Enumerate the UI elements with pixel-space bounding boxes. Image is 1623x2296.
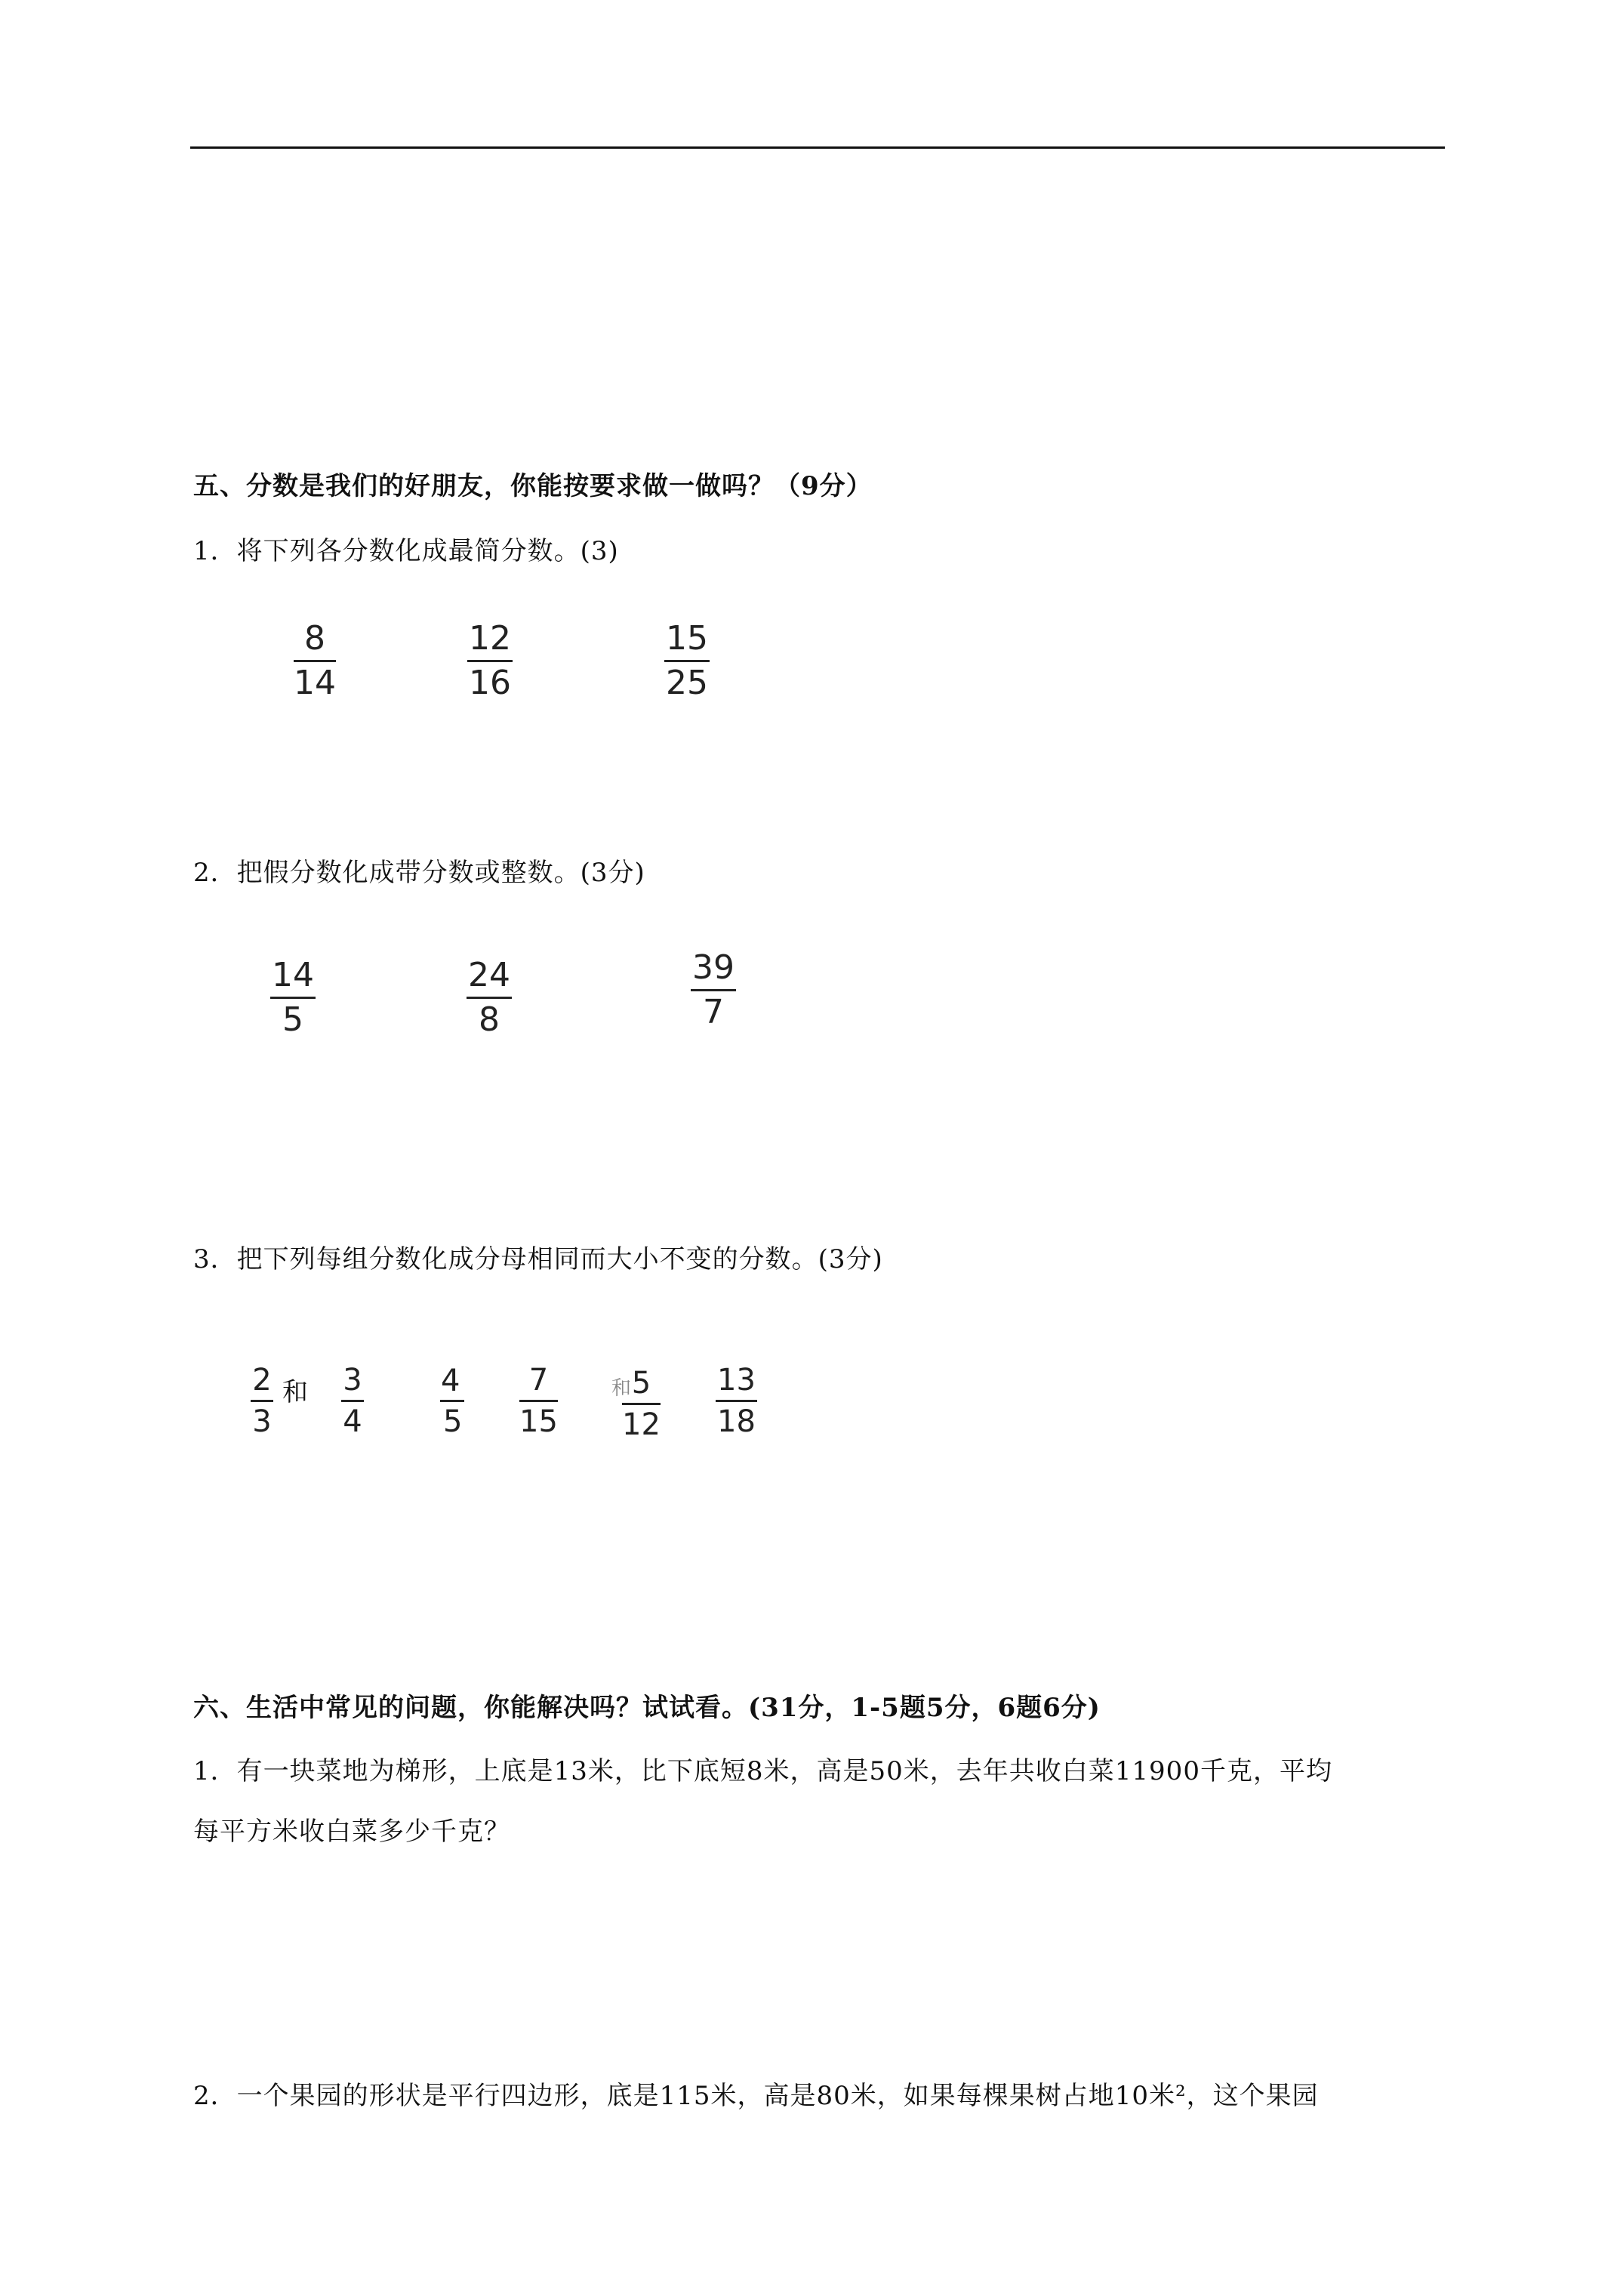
fraction-8-14 [294, 621, 336, 701]
fraction-bar [440, 1400, 464, 1402]
question-6-1-line-2: 每平方米收白菜多少千克？ [193, 1817, 510, 1847]
connector-and: 和 [282, 1377, 308, 1407]
question-6-2-line-1: 2．一个果园的形状是平行四边形，底是115米，高是80米，如果每棵果树占地10米²，这个果园 [193, 2081, 1319, 2111]
question-5-3: 3．把下列每组分数化成分母相同而大小不变的分数。(3分) [193, 1244, 883, 1274]
section-5-heading: 五、分数是我们的好朋友，你能按要求做一做吗？（9分） [193, 471, 873, 501]
denominator: 25 [666, 664, 708, 702]
numerator: 39 [692, 948, 735, 987]
fraction-12-16 [467, 621, 513, 701]
fraction-2-3 [251, 1364, 273, 1438]
fraction-13-18 [716, 1364, 757, 1438]
numerator: 13 [717, 1363, 756, 1398]
question-5-1: 1．将下列各分数化成最简分数。(3) [193, 536, 619, 566]
fraction-39-7 [691, 950, 736, 1031]
denominator-5: 5 [443, 1404, 463, 1439]
header-rule [190, 146, 1445, 149]
numerator: 14 [272, 956, 314, 994]
fraction-15-25 [664, 621, 710, 701]
numerator: 8 [304, 619, 325, 658]
denominator: 4 [343, 1404, 362, 1439]
fraction-7-15 [519, 1364, 558, 1438]
cropped-connector: 和 [611, 1377, 632, 1400]
denominator: 14 [294, 664, 336, 702]
numerator: 12 [469, 619, 511, 658]
fraction-5-12 [622, 1367, 661, 1441]
numerator: 7 [528, 1363, 549, 1398]
numerator: 15 [666, 619, 708, 658]
cropped-numerator-4: 4 [441, 1364, 460, 1398]
fraction-3-4 [341, 1364, 364, 1438]
question-6-1-line-1: 1．有一块菜地为梯形，上底是13米，比下底短8米，高是50米，去年共收白菜11900千克，平均 [193, 1756, 1332, 1786]
numerator: 2 [252, 1363, 272, 1398]
denominator: 5 [282, 1000, 303, 1039]
denominator: 8 [479, 1000, 500, 1039]
numerator: 5 [631, 1366, 651, 1401]
denominator: 18 [717, 1404, 756, 1439]
numerator: 3 [343, 1363, 362, 1398]
numerator: 24 [468, 956, 510, 994]
fraction-14-5 [270, 957, 316, 1038]
denominator: 7 [703, 993, 724, 1031]
section-6-heading: 六、生活中常见的问题，你能解决吗？试试看。(31分，1-5题5分，6题6分) [193, 1693, 1101, 1723]
fraction-24-8 [467, 957, 512, 1038]
denominator: 16 [469, 664, 511, 702]
denominator: 3 [252, 1404, 272, 1439]
denominator: 12 [622, 1407, 661, 1442]
denominator: 15 [519, 1404, 558, 1439]
question-5-2: 2．把假分数化成带分数或整数。(3分) [193, 858, 645, 888]
